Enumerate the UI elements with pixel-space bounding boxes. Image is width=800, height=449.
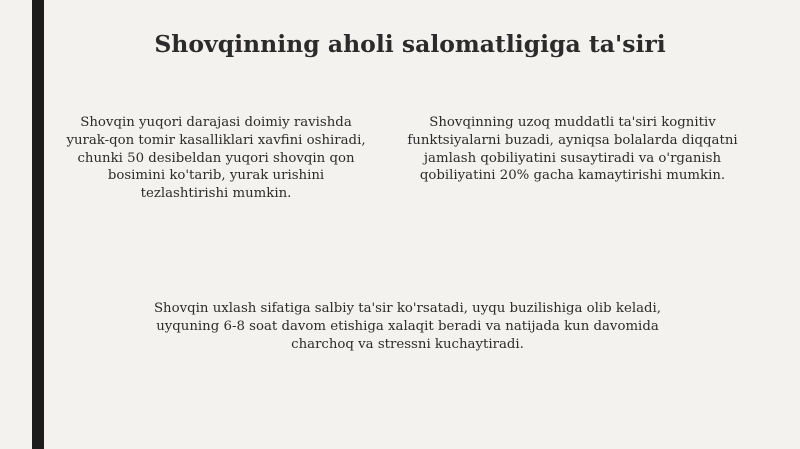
slide-title: Shovqinning aholi salomatligiga ta'siri — [154, 30, 666, 58]
paragraph-sleep: Shovqin uxlash sifatiga salbiy ta'sir ko'rsatadi, uyqu buzilishiga olib keladi, uyquning 6-8 soat davom etishiga xalaqit beradi va natijada kun davomida charchoq va stressni kuchaytiradi. — [153, 301, 662, 352]
paragraph-cognitive: Shovqinning uzoq muddatli ta'siri kognitiv funktsiyalarni buzadi, ayniqsa bolalarda diqqatni jamlash qobiliyatini susaytiradi va o'rganish qobiliyatini 20% gacha kamaytirishi mumkin. — [407, 115, 738, 184]
left-accent-bar — [32, 0, 44, 449]
paragraph-cardiovascular: Shovqin yuqori darajasi doimiy ravishda yurak-qon tomir kasalliklari xavfini oshiradi, chunki 50 desibeldan yuqori shovqin qon bosimini ko'tarib, yurak urishini tezlashtirishi mumkin. — [66, 115, 366, 202]
